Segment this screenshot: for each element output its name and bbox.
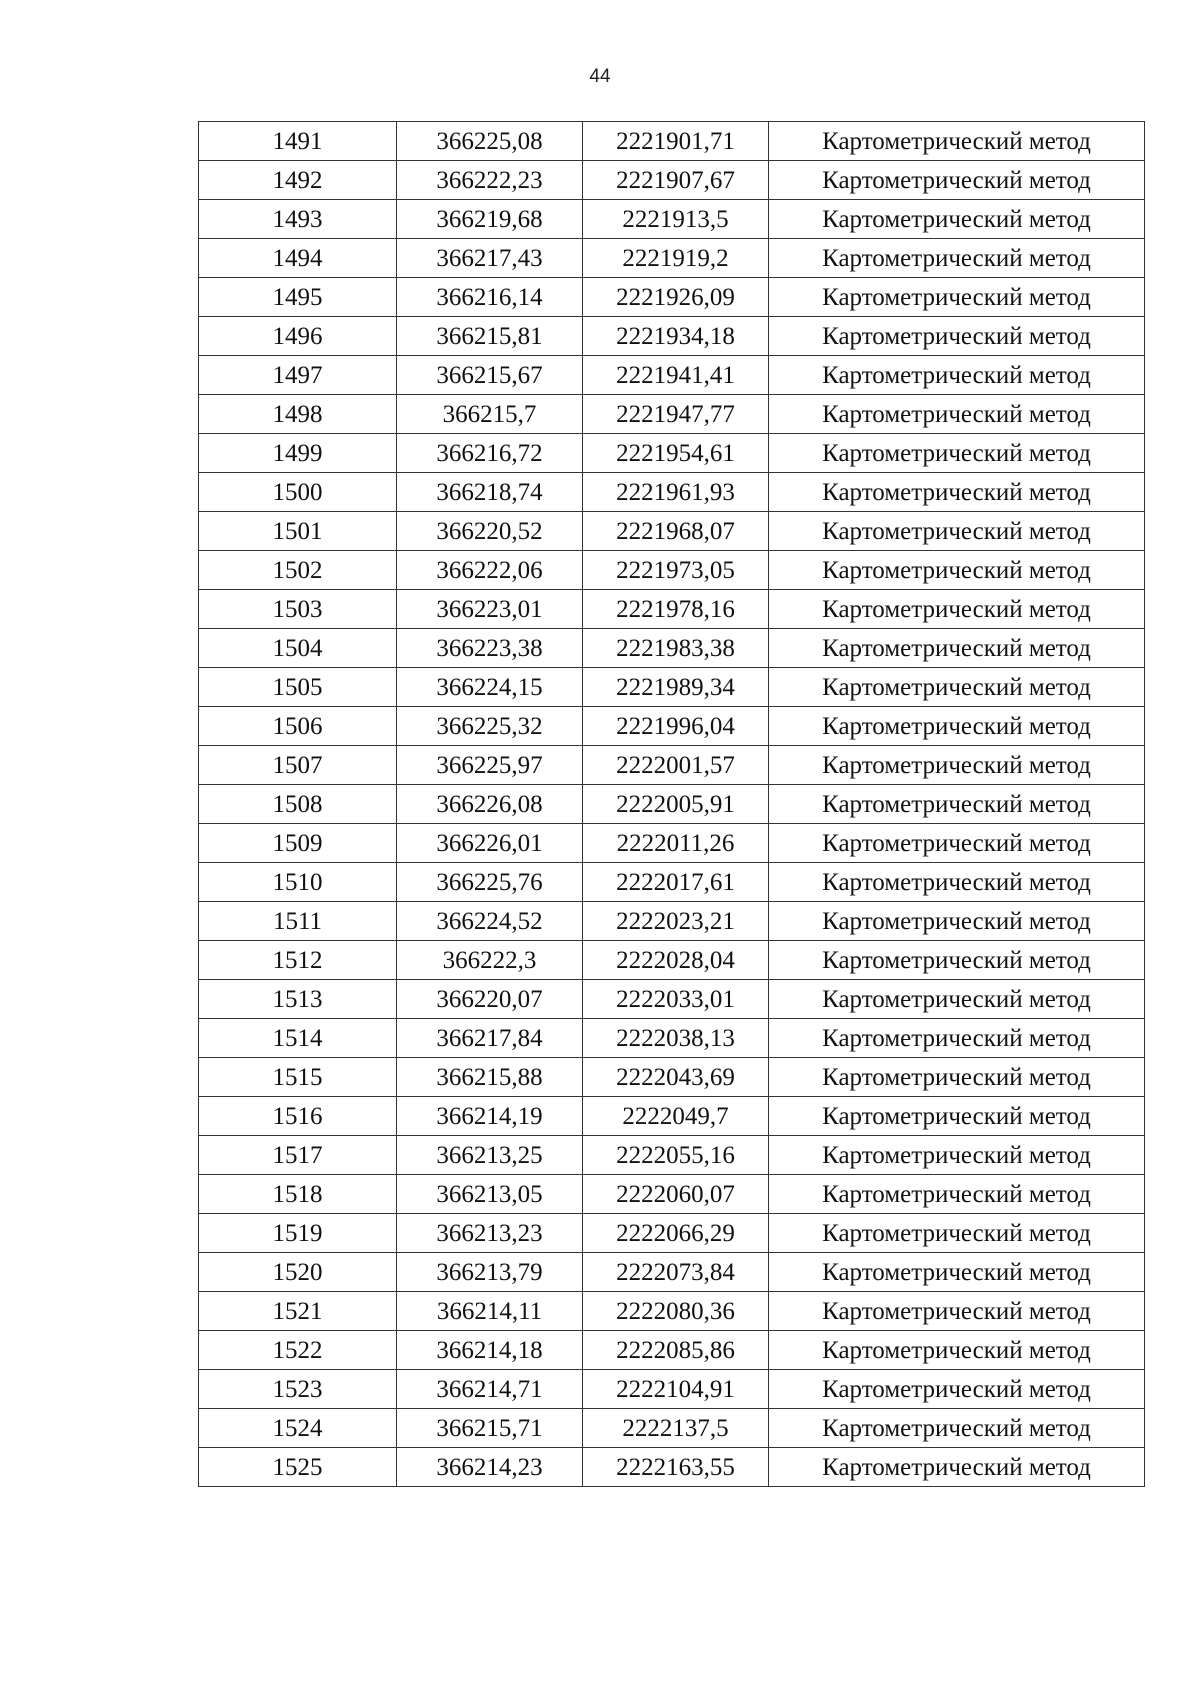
method-cell: Картометрический метод bbox=[769, 239, 1145, 278]
y-coordinate-cell: 2222011,26 bbox=[583, 824, 769, 863]
point-number-cell: 1511 bbox=[199, 902, 397, 941]
y-coordinate-cell: 2221973,05 bbox=[583, 551, 769, 590]
x-coordinate-cell: 366224,15 bbox=[397, 668, 583, 707]
method-cell: Картометрический метод bbox=[769, 1409, 1145, 1448]
method-cell: Картометрический метод bbox=[769, 551, 1145, 590]
method-cell: Картометрический метод bbox=[769, 1253, 1145, 1292]
point-number-cell: 1496 bbox=[199, 317, 397, 356]
method-cell: Картометрический метод bbox=[769, 707, 1145, 746]
table-row bbox=[199, 1175, 1145, 1214]
y-coordinate-cell: 2221983,38 bbox=[583, 629, 769, 668]
point-number-cell: 1507 bbox=[199, 746, 397, 785]
y-coordinate-cell: 2221901,71 bbox=[583, 122, 769, 161]
method-cell: Картометрический метод bbox=[769, 1019, 1145, 1058]
method-cell: Картометрический метод bbox=[769, 278, 1145, 317]
table-row bbox=[199, 122, 1145, 161]
point-number-cell: 1515 bbox=[199, 1058, 397, 1097]
y-coordinate-cell: 2221934,18 bbox=[583, 317, 769, 356]
x-coordinate-cell: 366224,52 bbox=[397, 902, 583, 941]
table-row bbox=[199, 1409, 1145, 1448]
method-cell: Картометрический метод bbox=[769, 1175, 1145, 1214]
y-coordinate-cell: 2222023,21 bbox=[583, 902, 769, 941]
point-number-cell: 1514 bbox=[199, 1019, 397, 1058]
point-number-cell: 1509 bbox=[199, 824, 397, 863]
x-coordinate-cell: 366213,05 bbox=[397, 1175, 583, 1214]
method-cell: Картометрический метод bbox=[769, 980, 1145, 1019]
y-coordinate-cell: 2222001,57 bbox=[583, 746, 769, 785]
point-number-cell: 1519 bbox=[199, 1214, 397, 1253]
x-coordinate-cell: 366215,71 bbox=[397, 1409, 583, 1448]
method-cell: Картометрический метод bbox=[769, 590, 1145, 629]
method-cell: Картометрический метод bbox=[769, 902, 1145, 941]
method-cell: Картометрический метод bbox=[769, 473, 1145, 512]
point-number-cell: 1493 bbox=[199, 200, 397, 239]
x-coordinate-cell: 366220,52 bbox=[397, 512, 583, 551]
y-coordinate-cell: 2221961,93 bbox=[583, 473, 769, 512]
point-number-cell: 1518 bbox=[199, 1175, 397, 1214]
method-cell: Картометрический метод bbox=[769, 668, 1145, 707]
y-coordinate-cell: 2222104,91 bbox=[583, 1370, 769, 1409]
point-number-cell: 1521 bbox=[199, 1292, 397, 1331]
method-cell: Картометрический метод bbox=[769, 1058, 1145, 1097]
point-number-cell: 1501 bbox=[199, 512, 397, 551]
x-coordinate-cell: 366225,32 bbox=[397, 707, 583, 746]
page-number: 44 bbox=[589, 66, 611, 87]
y-coordinate-cell: 2221926,09 bbox=[583, 278, 769, 317]
method-cell: Картометрический метод bbox=[769, 629, 1145, 668]
x-coordinate-cell: 366217,84 bbox=[397, 1019, 583, 1058]
x-coordinate-cell: 366214,19 bbox=[397, 1097, 583, 1136]
x-coordinate-cell: 366214,23 bbox=[397, 1448, 583, 1487]
method-cell: Картометрический метод bbox=[769, 1331, 1145, 1370]
table-row bbox=[199, 941, 1145, 980]
point-number-cell: 1504 bbox=[199, 629, 397, 668]
method-cell: Картометрический метод bbox=[769, 863, 1145, 902]
method-cell: Картометрический метод bbox=[769, 1214, 1145, 1253]
point-number-cell: 1498 bbox=[199, 395, 397, 434]
y-coordinate-cell: 2222060,07 bbox=[583, 1175, 769, 1214]
table-row bbox=[199, 1214, 1145, 1253]
method-cell: Картометрический метод bbox=[769, 941, 1145, 980]
y-coordinate-cell: 2221947,77 bbox=[583, 395, 769, 434]
y-coordinate-cell: 2221978,16 bbox=[583, 590, 769, 629]
point-number-cell: 1508 bbox=[199, 785, 397, 824]
point-number-cell: 1523 bbox=[199, 1370, 397, 1409]
y-coordinate-cell: 2222137,5 bbox=[583, 1409, 769, 1448]
x-coordinate-cell: 366215,7 bbox=[397, 395, 583, 434]
table-body bbox=[199, 122, 1145, 1487]
table-row bbox=[199, 239, 1145, 278]
table-row bbox=[199, 434, 1145, 473]
table-row bbox=[199, 317, 1145, 356]
x-coordinate-cell: 366226,08 bbox=[397, 785, 583, 824]
method-cell: Картометрический метод bbox=[769, 824, 1145, 863]
y-coordinate-cell: 2221954,61 bbox=[583, 434, 769, 473]
table-row bbox=[199, 668, 1145, 707]
table-row bbox=[199, 746, 1145, 785]
point-number-cell: 1502 bbox=[199, 551, 397, 590]
point-number-cell: 1525 bbox=[199, 1448, 397, 1487]
y-coordinate-cell: 2221968,07 bbox=[583, 512, 769, 551]
point-number-cell: 1492 bbox=[199, 161, 397, 200]
table-row bbox=[199, 824, 1145, 863]
point-number-cell: 1494 bbox=[199, 239, 397, 278]
table-row bbox=[199, 707, 1145, 746]
x-coordinate-cell: 366225,97 bbox=[397, 746, 583, 785]
method-cell: Картометрический метод bbox=[769, 1136, 1145, 1175]
x-coordinate-cell: 366222,3 bbox=[397, 941, 583, 980]
point-number-cell: 1512 bbox=[199, 941, 397, 980]
x-coordinate-cell: 366213,25 bbox=[397, 1136, 583, 1175]
table-row bbox=[199, 1019, 1145, 1058]
point-number-cell: 1516 bbox=[199, 1097, 397, 1136]
method-cell: Картометрический метод bbox=[769, 512, 1145, 551]
point-number-cell: 1510 bbox=[199, 863, 397, 902]
y-coordinate-cell: 2222033,01 bbox=[583, 980, 769, 1019]
x-coordinate-cell: 366217,43 bbox=[397, 239, 583, 278]
x-coordinate-cell: 366213,23 bbox=[397, 1214, 583, 1253]
y-coordinate-cell: 2221996,04 bbox=[583, 707, 769, 746]
y-coordinate-cell: 2222005,91 bbox=[583, 785, 769, 824]
method-cell: Картометрический метод bbox=[769, 746, 1145, 785]
method-cell: Картометрический метод bbox=[769, 1448, 1145, 1487]
y-coordinate-cell: 2222163,55 bbox=[583, 1448, 769, 1487]
y-coordinate-cell: 2221941,41 bbox=[583, 356, 769, 395]
x-coordinate-cell: 366222,06 bbox=[397, 551, 583, 590]
point-number-cell: 1495 bbox=[199, 278, 397, 317]
point-number-cell: 1503 bbox=[199, 590, 397, 629]
method-cell: Картометрический метод bbox=[769, 317, 1145, 356]
point-number-cell: 1522 bbox=[199, 1331, 397, 1370]
point-number-cell: 1506 bbox=[199, 707, 397, 746]
x-coordinate-cell: 366223,38 bbox=[397, 629, 583, 668]
x-coordinate-cell: 366222,23 bbox=[397, 161, 583, 200]
x-coordinate-cell: 366219,68 bbox=[397, 200, 583, 239]
table-row bbox=[199, 161, 1145, 200]
x-coordinate-cell: 366226,01 bbox=[397, 824, 583, 863]
table-row bbox=[199, 278, 1145, 317]
table-row bbox=[199, 1370, 1145, 1409]
x-coordinate-cell: 366216,14 bbox=[397, 278, 583, 317]
point-number-cell: 1505 bbox=[199, 668, 397, 707]
y-coordinate-cell: 2222066,29 bbox=[583, 1214, 769, 1253]
method-cell: Картометрический метод bbox=[769, 200, 1145, 239]
x-coordinate-cell: 366215,81 bbox=[397, 317, 583, 356]
y-coordinate-cell: 2221913,5 bbox=[583, 200, 769, 239]
method-cell: Картометрический метод bbox=[769, 395, 1145, 434]
x-coordinate-cell: 366225,08 bbox=[397, 122, 583, 161]
table-row bbox=[199, 980, 1145, 1019]
method-cell: Картометрический метод bbox=[769, 434, 1145, 473]
point-number-cell: 1517 bbox=[199, 1136, 397, 1175]
table-row bbox=[199, 395, 1145, 434]
x-coordinate-cell: 366214,71 bbox=[397, 1370, 583, 1409]
point-number-cell: 1520 bbox=[199, 1253, 397, 1292]
method-cell: Картометрический метод bbox=[769, 122, 1145, 161]
table-row bbox=[199, 590, 1145, 629]
x-coordinate-cell: 366214,18 bbox=[397, 1331, 583, 1370]
x-coordinate-cell: 366214,11 bbox=[397, 1292, 583, 1331]
method-cell: Картометрический метод bbox=[769, 785, 1145, 824]
y-coordinate-cell: 2222080,36 bbox=[583, 1292, 769, 1331]
table-row bbox=[199, 1097, 1145, 1136]
y-coordinate-cell: 2222073,84 bbox=[583, 1253, 769, 1292]
y-coordinate-cell: 2222043,69 bbox=[583, 1058, 769, 1097]
y-coordinate-cell: 2221919,2 bbox=[583, 239, 769, 278]
point-number-cell: 1500 bbox=[199, 473, 397, 512]
table-row bbox=[199, 1292, 1145, 1331]
point-number-cell: 1491 bbox=[199, 122, 397, 161]
table-row bbox=[199, 902, 1145, 941]
table-row bbox=[199, 1331, 1145, 1370]
point-number-cell: 1513 bbox=[199, 980, 397, 1019]
x-coordinate-cell: 366225,76 bbox=[397, 863, 583, 902]
table-row bbox=[199, 785, 1145, 824]
x-coordinate-cell: 366216,72 bbox=[397, 434, 583, 473]
y-coordinate-cell: 2222055,16 bbox=[583, 1136, 769, 1175]
point-number-cell: 1497 bbox=[199, 356, 397, 395]
point-number-cell: 1524 bbox=[199, 1409, 397, 1448]
coordinates-table bbox=[198, 121, 1145, 1487]
method-cell: Картометрический метод bbox=[769, 1097, 1145, 1136]
table-row bbox=[199, 629, 1145, 668]
y-coordinate-cell: 2222085,86 bbox=[583, 1331, 769, 1370]
table-row bbox=[199, 356, 1145, 395]
table-row bbox=[199, 1448, 1145, 1487]
table-row bbox=[199, 1253, 1145, 1292]
x-coordinate-cell: 366213,79 bbox=[397, 1253, 583, 1292]
y-coordinate-cell: 2222038,13 bbox=[583, 1019, 769, 1058]
x-coordinate-cell: 366215,88 bbox=[397, 1058, 583, 1097]
table-row bbox=[199, 1136, 1145, 1175]
method-cell: Картометрический метод bbox=[769, 1292, 1145, 1331]
x-coordinate-cell: 366215,67 bbox=[397, 356, 583, 395]
x-coordinate-cell: 366220,07 bbox=[397, 980, 583, 1019]
method-cell: Картометрический метод bbox=[769, 1370, 1145, 1409]
y-coordinate-cell: 2222049,7 bbox=[583, 1097, 769, 1136]
y-coordinate-cell: 2221989,34 bbox=[583, 668, 769, 707]
x-coordinate-cell: 366223,01 bbox=[397, 590, 583, 629]
table-row bbox=[199, 473, 1145, 512]
method-cell: Картометрический метод bbox=[769, 356, 1145, 395]
point-number-cell: 1499 bbox=[199, 434, 397, 473]
y-coordinate-cell: 2222028,04 bbox=[583, 941, 769, 980]
x-coordinate-cell: 366218,74 bbox=[397, 473, 583, 512]
table-row bbox=[199, 1058, 1145, 1097]
table-row bbox=[199, 863, 1145, 902]
method-cell: Картометрический метод bbox=[769, 161, 1145, 200]
y-coordinate-cell: 2222017,61 bbox=[583, 863, 769, 902]
table-row bbox=[199, 551, 1145, 590]
table-row bbox=[199, 200, 1145, 239]
y-coordinate-cell: 2221907,67 bbox=[583, 161, 769, 200]
table-row bbox=[199, 512, 1145, 551]
